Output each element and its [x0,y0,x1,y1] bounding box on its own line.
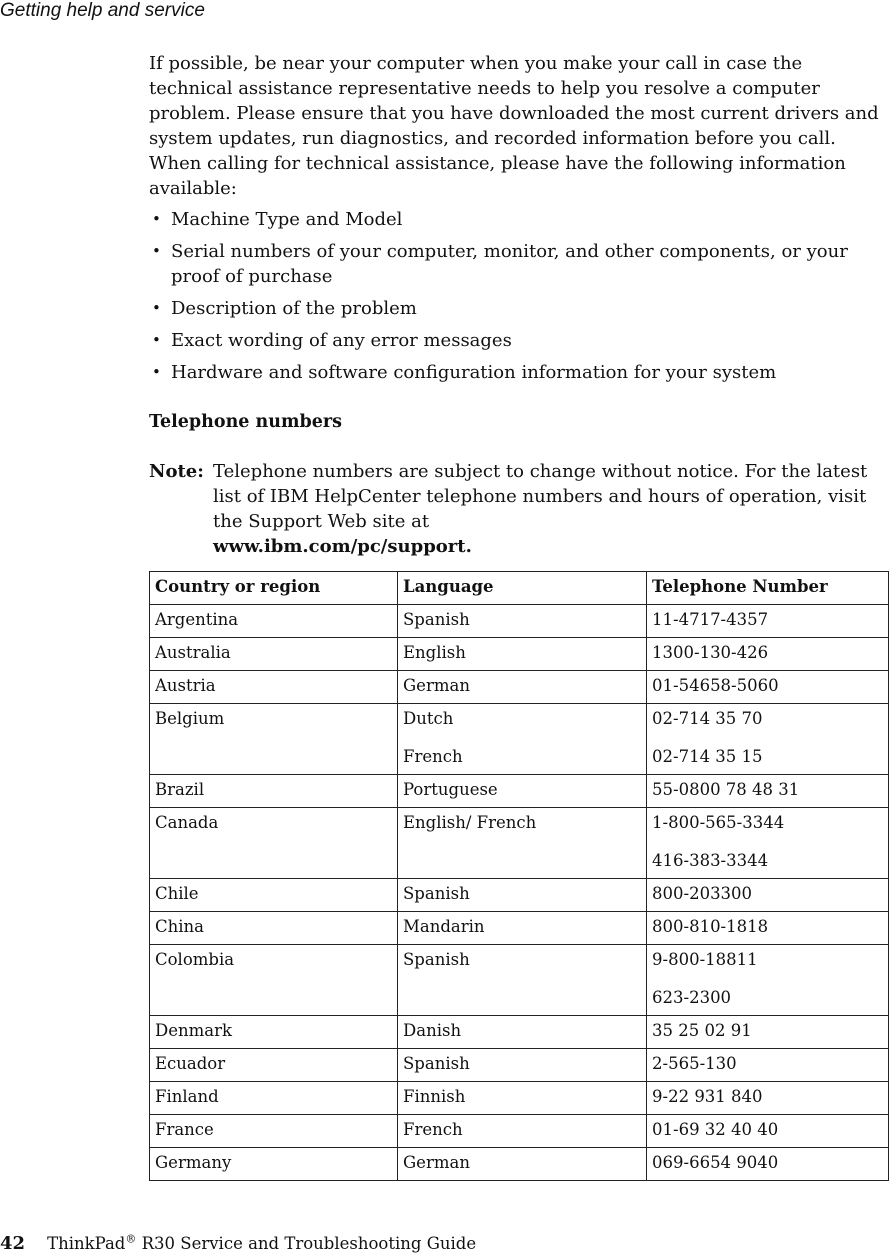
language-value: French [403,1120,463,1139]
cell-country: Finland [150,1082,398,1115]
column-header-country: Country or region [150,572,398,605]
cell-language [398,704,647,775]
running-head: Getting help and service [0,0,205,21]
checklist-item: • Machine Type and Model [149,207,879,232]
telephone-value: 800-203300 [652,884,753,903]
cell-telephone [647,1148,889,1181]
language-value: German [403,676,470,695]
telephone-value: 11-4717-4357 [652,610,769,629]
cell-country: Belgium [150,704,398,775]
telephone-value: 2-565-130 [652,1054,737,1073]
table-row [150,1049,889,1082]
page-content [149,51,879,559]
cell-language [398,605,647,638]
language-value: Danish [403,1021,462,1040]
cell-telephone [647,704,889,775]
cell-language [398,1115,647,1148]
cell-telephone [647,671,889,704]
cell-telephone [647,1115,889,1148]
cell-country: Germany [150,1148,398,1181]
book-title: R30 Service and Troubleshooting Guide [136,1234,477,1253]
table-row [150,945,889,1016]
telephone-value: 55-0800 78 48 31 [652,780,800,799]
intro-paragraph: If possible, be near your computer when you make your call in case the technical assistance representative needs to help you resolve a computer problem. Please ensure that you have downloaded the most current drivers and system updates, run diagnostics, and recorded information before you call. When calling for technical assistance, please have the following information available: [149,53,879,199]
cell-telephone [647,605,889,638]
language-value: Dutch [403,709,454,728]
checklist-item: • Serial numbers of your computer, monitor, and other components, or your proof of purchase [149,239,879,289]
telephone-table [149,571,889,1181]
cell-country: Canada [150,808,398,879]
language-value: English/ French [403,813,537,832]
language-value: German [403,1153,470,1172]
note-block [149,459,879,559]
cell-country: France [150,1115,398,1148]
page-number: 42 [0,1233,26,1254]
table-row [150,671,889,704]
table-body [150,605,889,1181]
telephone-value: 1300-130-426 [652,643,769,662]
cell-telephone [647,808,889,879]
column-header-language: Language [398,572,647,605]
table-row [150,808,889,879]
cell-country: Brazil [150,775,398,808]
language-value: English [403,643,466,662]
info-checklist [149,207,879,385]
checklist-item: • Description of the problem [149,296,879,321]
cell-language [398,1016,647,1049]
cell-telephone [647,638,889,671]
table-row [150,912,889,945]
cell-language [398,1148,647,1181]
telephone-value: 01-54658-5060 [652,676,779,695]
table-row [150,1115,889,1148]
page-footer [0,1232,476,1256]
telephone-value: 069-6654 9040 [652,1153,779,1172]
table-row [150,638,889,671]
column-header-telephone: Telephone Number [647,572,889,605]
table-row [150,1148,889,1181]
section-heading: Telephone numbers [149,412,342,432]
cell-country: China [150,912,398,945]
cell-country: Australia [150,638,398,671]
cell-language [398,808,647,879]
table-row [150,879,889,912]
telephone-value: 35 25 02 91 [652,1021,752,1040]
telephone-value: 800-810-1818 [652,917,769,936]
telephone-value: 9-22 931 840 [652,1087,763,1106]
cell-country: Denmark [150,1016,398,1049]
cell-country: Argentina [150,605,398,638]
cell-telephone [647,1049,889,1082]
support-url-link[interactable]: www.ibm.com/pc/support. [213,536,472,557]
cell-country: Ecuador [150,1049,398,1082]
cell-country: Colombia [150,945,398,1016]
telephone-value: 416-383-3344 [652,851,769,870]
note-text: Telephone numbers are subject to change without notice. For the latest list of IBM HelpCenter telephone numbers and hours of operation, visit the Support Web site at [213,461,868,532]
telephone-value: 02-714 35 70 [652,709,763,728]
table-row [150,1082,889,1115]
language-value: Spanish [403,884,470,903]
note-label: Note: [149,461,204,482]
language-value: Mandarin [403,917,485,936]
cell-language [398,775,647,808]
telephone-value: 01-69 32 40 40 [652,1120,779,1139]
book-brand: ThinkPad [47,1234,126,1253]
telephone-value: 9-800-18811 [652,950,758,969]
registered-mark: ® [125,1232,137,1246]
table-row [150,1016,889,1049]
telephone-value: 02-714 35 15 [652,747,763,766]
cell-language [398,945,647,1016]
cell-telephone [647,912,889,945]
cell-telephone [647,945,889,1016]
table-header-row [150,572,889,605]
language-value: Finnish [403,1087,466,1106]
cell-language [398,1049,647,1082]
cell-language [398,1082,647,1115]
cell-language [398,879,647,912]
telephone-value: 1-800-565-3344 [652,813,785,832]
cell-language [398,912,647,945]
language-value: French [403,747,463,766]
cell-language [398,638,647,671]
cell-language [398,671,647,704]
telephone-value: 623-2300 [652,988,732,1007]
cell-country: Austria [150,671,398,704]
language-value: Spanish [403,1054,470,1073]
checklist-item: • Exact wording of any error messages [149,328,879,353]
cell-telephone [647,775,889,808]
checklist-item: • Hardware and software configuration information for your system [149,360,879,385]
language-value: Portuguese [403,780,498,799]
table-row [150,704,889,775]
cell-telephone [647,1082,889,1115]
cell-telephone [647,879,889,912]
table-row [150,605,889,638]
language-value: Spanish [403,950,470,969]
cell-telephone [647,1016,889,1049]
language-value: Spanish [403,610,470,629]
table-row [150,775,889,808]
cell-country: Chile [150,879,398,912]
